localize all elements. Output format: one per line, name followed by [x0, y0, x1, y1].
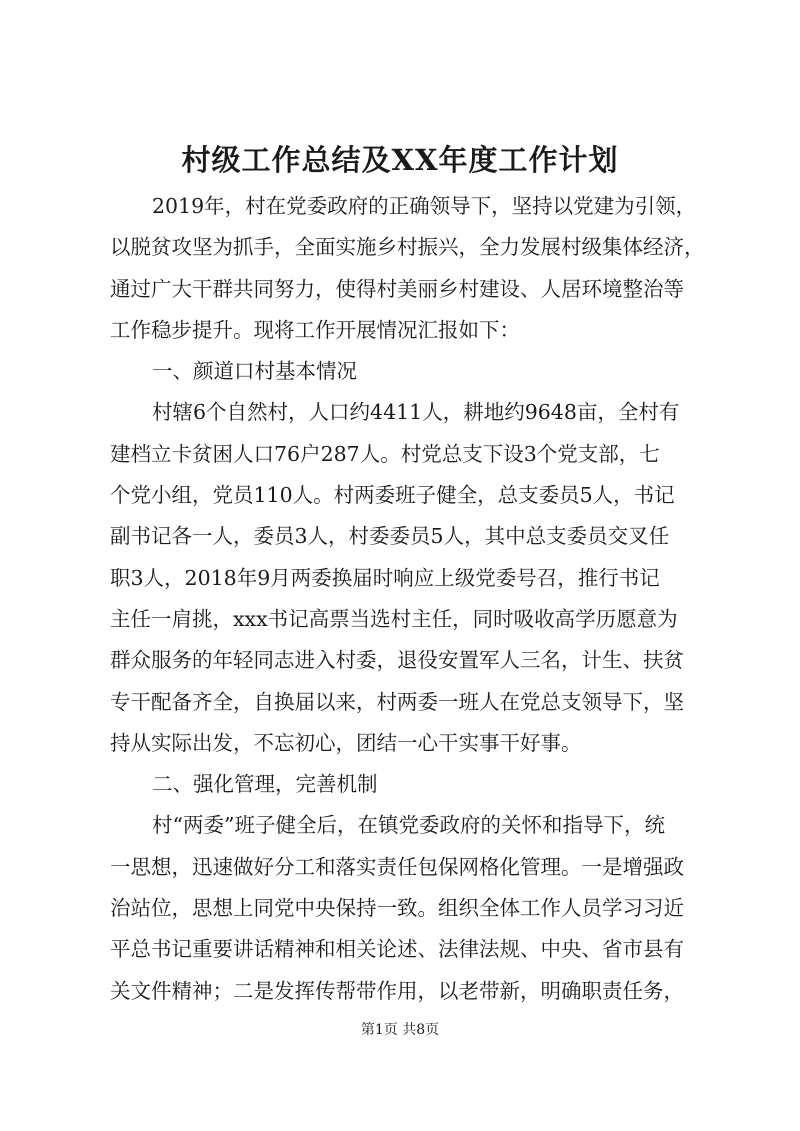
page-footer: 第1页 共8页 [360, 1022, 440, 1038]
paragraph-line: 个党小组，党员110人。村两委班子健全，总支委员5人，书记 [110, 483, 675, 508]
paragraph-line: 关文件精神；二是发挥传帮带作用，以老带新，明确职责任务， [110, 978, 684, 1003]
paragraph-line: 村辖6个自然村，人口约4411人，耕地约9648亩，全村有 [152, 400, 680, 425]
paragraph-line: 建档立卡贫困人口76户287人。村党总支下设3个党支部，七 [110, 441, 660, 466]
paragraph-line: 一思想，迅速做好分工和落实责任包保网格化管理。一是增强政 [110, 854, 684, 879]
paragraph-line: 职3人，2018年9月两委换届时响应上级党委号召，推行书记 [110, 565, 660, 590]
paragraph-line: 治站位，思想上同党中央保持一致。组织全体工作人员学习习近 [110, 896, 684, 921]
paragraph-line: 持从实际出发，不忘初心，团结一心干实事干好事。 [110, 730, 582, 755]
paragraph-line: 以脱贫攻坚为抓手，全面实施乡村振兴，全力发展村级集体经济， [110, 235, 705, 260]
section-heading: 一、颜道口村基本情况 [152, 359, 357, 384]
paragraph-line: 副书记各一人，委员3人，村委委员5人，其中总支委员交叉任 [110, 524, 670, 549]
document-body [110, 186, 710, 1012]
paragraph-line: 主任一肩挑，xxx书记高票当选村主任，同时吸收高学历愿意为 [110, 606, 678, 631]
paragraph-line: 2019年，村在党委政府的正确领导下，坚持以党建为引领， [152, 194, 697, 218]
paragraph-line: 通过广大干群共同努力，使得村美丽乡村建设、人居环境整治等 [110, 276, 684, 301]
document-title: 村级工作总结及XX年度工作计划 [181, 143, 619, 177]
paragraph-line: 村“两委”班子健全后，在镇党委政府的关怀和指导下，统 [152, 813, 665, 838]
paragraph-line: 专干配备齐全，自换届以来，村两委一班人在党总支领导下，坚 [110, 689, 684, 714]
paragraph-line: 工作稳步提升。现将工作开展情况汇报如下： [110, 317, 520, 342]
paragraph-line: 平总书记重要讲话精神和相关论述、法律法规、中央、省市县有 [110, 937, 684, 962]
paragraph-line: 群众服务的年轻同志进入村委，退役安置军人三名，计生、扶贫 [110, 648, 684, 673]
section-heading: 二、强化管理，完善机制 [152, 772, 378, 797]
